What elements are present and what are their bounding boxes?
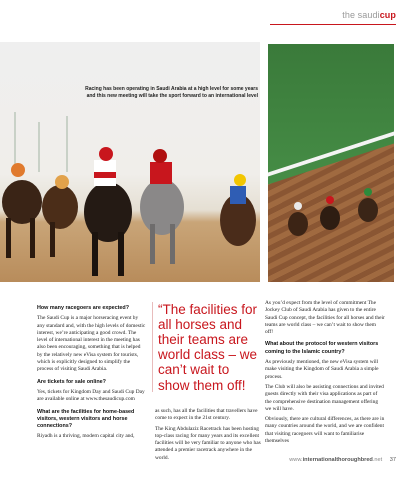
answer-paragraph: Obviously, there are cultural differences, as there are in many countries around the world, and we are confident that visiting racegoers will want to familiarise themselves — [265, 416, 385, 445]
header-rule — [270, 24, 396, 25]
footer-url-prefix: www. — [289, 457, 303, 463]
racehorses-illustration — [0, 42, 260, 282]
inset-horses-illustration — [268, 44, 394, 282]
pull-quote: “The facilities for all horses and their teams are world class – we can’t wait to show them off! — [158, 302, 258, 393]
question-heading: How many racegoers are expected? — [37, 305, 129, 311]
answer-paragraph: As previously mentioned, the new eVisa system will make visiting the Kingdom of Saudi Arabia a simple process. — [265, 359, 379, 380]
brand-prefix: the saudi — [342, 10, 380, 20]
question-heading: What are the facilities for home-based visitors, western visitors and horse connections? — [37, 408, 135, 430]
question-heading: Are tickets for sale online? — [37, 378, 106, 385]
column-3 — [265, 300, 385, 448]
answer-paragraph: Riyadh is a thriving, modern capital city and, — [37, 433, 135, 440]
inset-photo — [268, 44, 394, 282]
column-1 — [37, 300, 147, 444]
brand-word: cup — [379, 10, 396, 20]
column-2 — [155, 408, 261, 465]
pull-quote-rule — [152, 302, 153, 392]
answer-paragraph: The Club will also be assisting connections and invited guests directly with their visa applications as part of the comprehensive destination management offering we will have. — [265, 383, 384, 412]
footer-url-bold: internationalthoroughbred — [302, 457, 373, 463]
body-paragraph: As you’d expect from the level of commitment The Jockey Club of Saudi Arabia has given to the entire Saudi Cup concept, the facilities for all horses and their teams are world class – we can’t wait to show them off! — [265, 300, 385, 336]
answer-paragraph: Yes, tickets for Kingdom Day and Saudi Cup Day are available online at www.thesaudicup.com — [37, 388, 145, 403]
horse-group — [2, 147, 256, 276]
page-number: 37 — [389, 457, 396, 463]
body-paragraph: The King Abdulaziz Racetrack has been hosting top-class racing for many years and its excellent facilities will be very familiar to anyone who has attended a premier racetrack anywhere in the world. — [155, 425, 261, 461]
page-footer — [289, 457, 396, 463]
footer-url[interactable] — [289, 457, 382, 463]
body-paragraph: as such, has all the facilities that travellers have come to expect in the 21st century. — [155, 408, 258, 422]
section-brand — [342, 10, 396, 20]
hero-photo — [0, 42, 260, 282]
question-heading: What about the protocol for western visitors coming to the Islamic country? — [265, 341, 379, 355]
photo-caption: Racing has been operating in Saudi Arabia at a high level for some years and this new meeting will take the sport forward to an international level — [85, 86, 258, 99]
footer-url-suffix: .net — [372, 457, 383, 463]
answer-paragraph: The Saudi Cup is a major horseracing event by any standard and, with the high levels of domestic interest, we’re anticipating a good crowd. The level of international interest in the meeting has also been encouraging, something that is helped by the relatively new eVisa system for tourists, which is explicitly designed to simplify the process of visiting Saudi Arabia. — [37, 315, 146, 373]
